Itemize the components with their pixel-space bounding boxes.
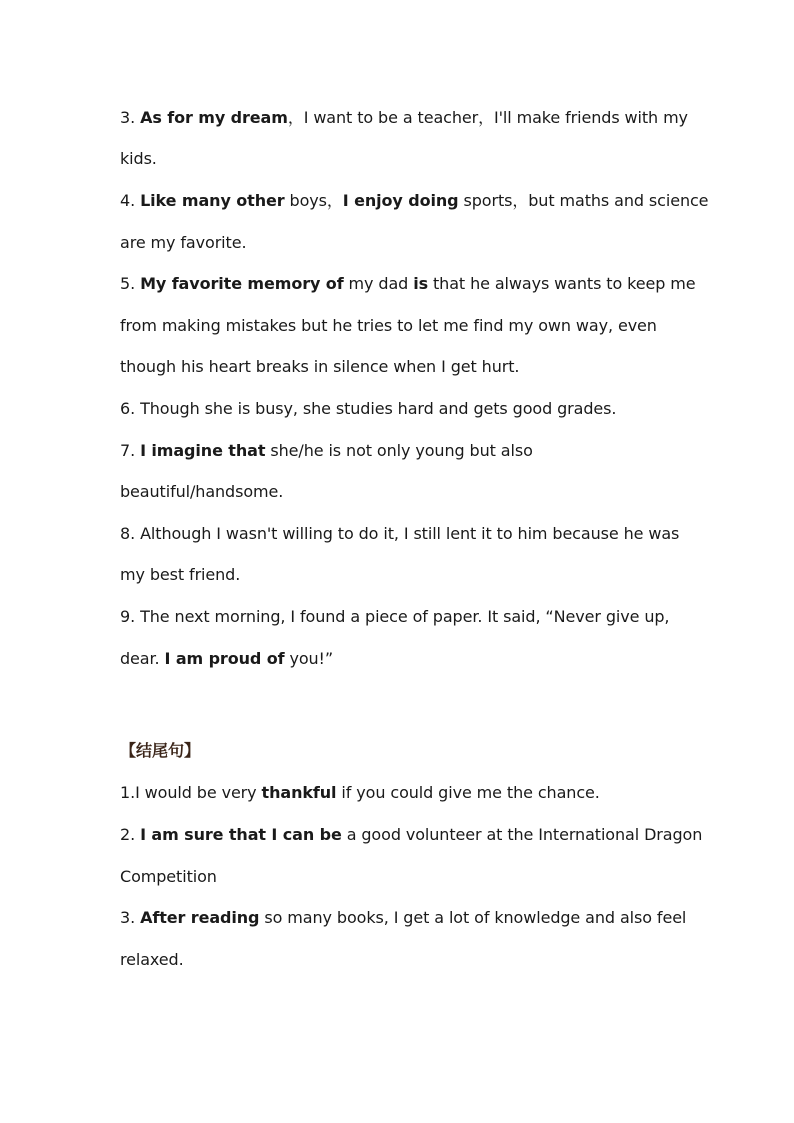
- sentence-text: Although I wasn't willing to do it, I still lent it to him because he was: [140, 524, 680, 543]
- sentence-number: 7.: [120, 441, 136, 460]
- sentence-text: though his heart breaks in silence when I get hurt.: [120, 357, 520, 376]
- sentence-text: Though she is busy, she studies hard and gets good grades.: [140, 399, 617, 418]
- key-phrase: I enjoy doing: [342, 191, 459, 210]
- sentence-text: boys，: [284, 191, 343, 210]
- sentence-continuation-line: [120, 950, 184, 970]
- sentence-continuation-line: [120, 233, 246, 253]
- key-phrase: I imagine that: [140, 441, 266, 460]
- key-phrase: thankful: [261, 783, 337, 802]
- sentence-text: if you could give me the chance.: [336, 783, 600, 802]
- sentence-continuation-line: [120, 867, 217, 887]
- sentence-continuation-line: [120, 149, 157, 169]
- sentence-number: 8.: [120, 524, 136, 543]
- sentence-continuation-line: [120, 316, 657, 336]
- key-phrase: is: [413, 274, 429, 293]
- sentence-text: are my favorite.: [120, 233, 247, 252]
- sentence-text: relaxed.: [120, 950, 184, 969]
- sentence-number: 4.: [120, 191, 136, 210]
- key-phrase: After reading: [140, 908, 260, 927]
- sentence-text: so many books, I get a lot of knowledge and also feel: [259, 908, 687, 927]
- sentence-text: you!”: [284, 649, 334, 668]
- key-phrase: Like many other: [140, 191, 285, 210]
- key-phrase: As for my dream: [140, 108, 288, 127]
- sentence-continuation-line: [120, 649, 333, 669]
- sentence-text: a good volunteer at the International Dragon: [341, 825, 703, 844]
- sentence-text: Competition: [120, 867, 217, 886]
- sentence-text: ，I want to be a teacher，I'll make friends with my: [287, 108, 688, 127]
- sentence-line: [120, 274, 696, 294]
- sentence-number: 3.: [120, 908, 136, 927]
- closing-sentences-heading: 【结尾句】: [120, 741, 201, 760]
- sentence-line: [120, 191, 708, 211]
- sentence-text: that he always wants to keep me: [428, 274, 696, 293]
- sentence-number: 2.: [120, 825, 136, 844]
- sentence-number: 1.: [120, 783, 136, 802]
- sentence-text: I would be very: [135, 783, 262, 802]
- sentence-text: my dad: [343, 274, 414, 293]
- sentence-continuation-line: [120, 565, 240, 585]
- sentence-line: [120, 524, 679, 544]
- sentence-line: [120, 108, 688, 128]
- key-phrase: I am sure that I can be: [140, 825, 342, 844]
- sentence-text: sports，but maths and science: [458, 191, 709, 210]
- sentence-text: beautiful/handsome.: [120, 482, 284, 501]
- sentence-text: she/he is not only young but also: [265, 441, 533, 460]
- sentence-text: The next morning, I found a piece of paper. It said, “Never give up,: [140, 607, 670, 626]
- sentence-line: [120, 908, 686, 928]
- key-phrase: My favorite memory of: [140, 274, 344, 293]
- sentence-line: [120, 441, 533, 461]
- sentence-number: 3.: [120, 108, 136, 127]
- sentence-continuation-line: [120, 482, 283, 502]
- sentence-text: dear.: [120, 649, 165, 668]
- sentence-text: my best friend.: [120, 565, 241, 584]
- sentence-number: 5.: [120, 274, 136, 293]
- sentence-continuation-line: [120, 357, 519, 377]
- sentence-line: [120, 399, 616, 419]
- sentence-line: [120, 607, 669, 627]
- sentence-line: [120, 825, 702, 845]
- sentence-text: from making mistakes but he tries to let me find my own way, even: [120, 316, 657, 335]
- sentence-line: [120, 783, 600, 803]
- sentence-number: 6.: [120, 399, 136, 418]
- key-phrase: I am proud of: [164, 649, 285, 668]
- sentence-text: kids.: [120, 149, 157, 168]
- sentence-number: 9.: [120, 607, 136, 626]
